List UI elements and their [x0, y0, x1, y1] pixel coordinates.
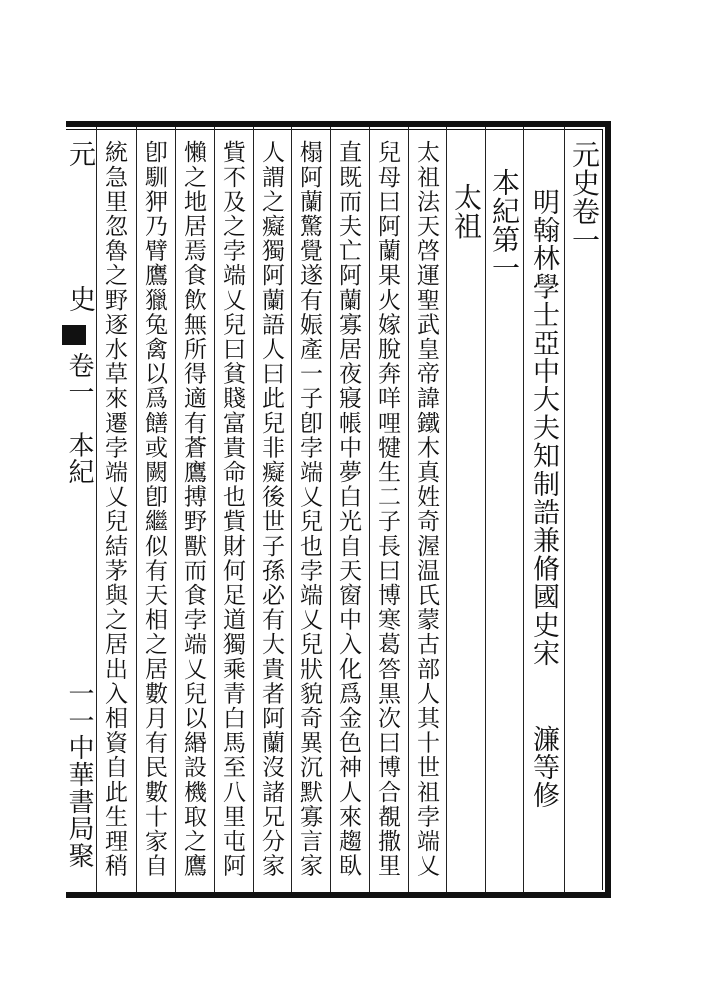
column-rule	[408, 127, 409, 892]
text-column: 太祖法天啓運聖武皇帝諱鐵木真姓奇渥温氏蒙古部人其十世祖孛端乂	[413, 140, 439, 878]
margin-publisher: 一一中華書局聚	[64, 680, 94, 869]
author-line: 明翰林學士亞中大夫知制誥兼脩國史宋	[528, 188, 559, 668]
column-rule	[523, 127, 524, 892]
section-heading: 太祖	[450, 183, 483, 240]
column-rule	[253, 127, 254, 892]
column-rule	[214, 127, 215, 892]
column-rule	[564, 127, 565, 892]
text-column: 懶之地居焉食飲無所得適有蒼鷹搏野獸而食孛端乂兒以緡設機取之鷹	[180, 140, 206, 878]
text-column: 卽馴狎乃臂鷹獵兔禽以爲饍或闕卽繼似有天相之居數月有民數十家自	[141, 140, 167, 878]
column-rule	[485, 127, 486, 892]
text-column: 兒母曰阿蘭果火嫁脫奔咩哩犍生二子長曰博寒葛答黒次曰博合覩撒里	[374, 140, 400, 878]
text-column: 貲不及之孛端乂兒曰貧賤富貴命也貲財何足道獨乘青白馬至八里屯阿	[219, 140, 245, 878]
column-rule	[369, 127, 370, 892]
margin-book-title-cont: 史	[64, 285, 95, 313]
margin-book-title: 元	[64, 140, 95, 168]
text-column: 人謂之癡獨阿蘭語人曰此兒非癡後世子孫必有大貴者阿蘭沒諸兄分家	[258, 140, 284, 878]
fishtail-marker	[62, 325, 86, 345]
column-rule	[136, 127, 137, 892]
volume-title: 元史卷一	[568, 140, 601, 254]
chapter-heading: 本紀第一	[488, 168, 521, 282]
column-rule	[330, 127, 331, 892]
author-line-suffix: 濂等修	[528, 725, 559, 810]
margin-juan-label: 卷一 本紀	[64, 352, 94, 485]
text-column: 統急里忽魯之野逐水草來遷孛端乂兒結茅與之居出入相資自此生理稍	[101, 140, 127, 878]
text-column: 直既而夫亡阿蘭寡居夜寢帳中夢白光自天窗中入化爲金色神人來趨臥	[335, 140, 361, 878]
column-rule	[446, 127, 447, 892]
column-rule	[96, 127, 97, 892]
column-rule	[175, 127, 176, 892]
column-rule	[291, 127, 292, 892]
text-column: 榻阿蘭驚覺遂有娠產一子卽孛端乂兒也孛端乂兒狀貌奇異沉默寡言家	[296, 140, 322, 878]
